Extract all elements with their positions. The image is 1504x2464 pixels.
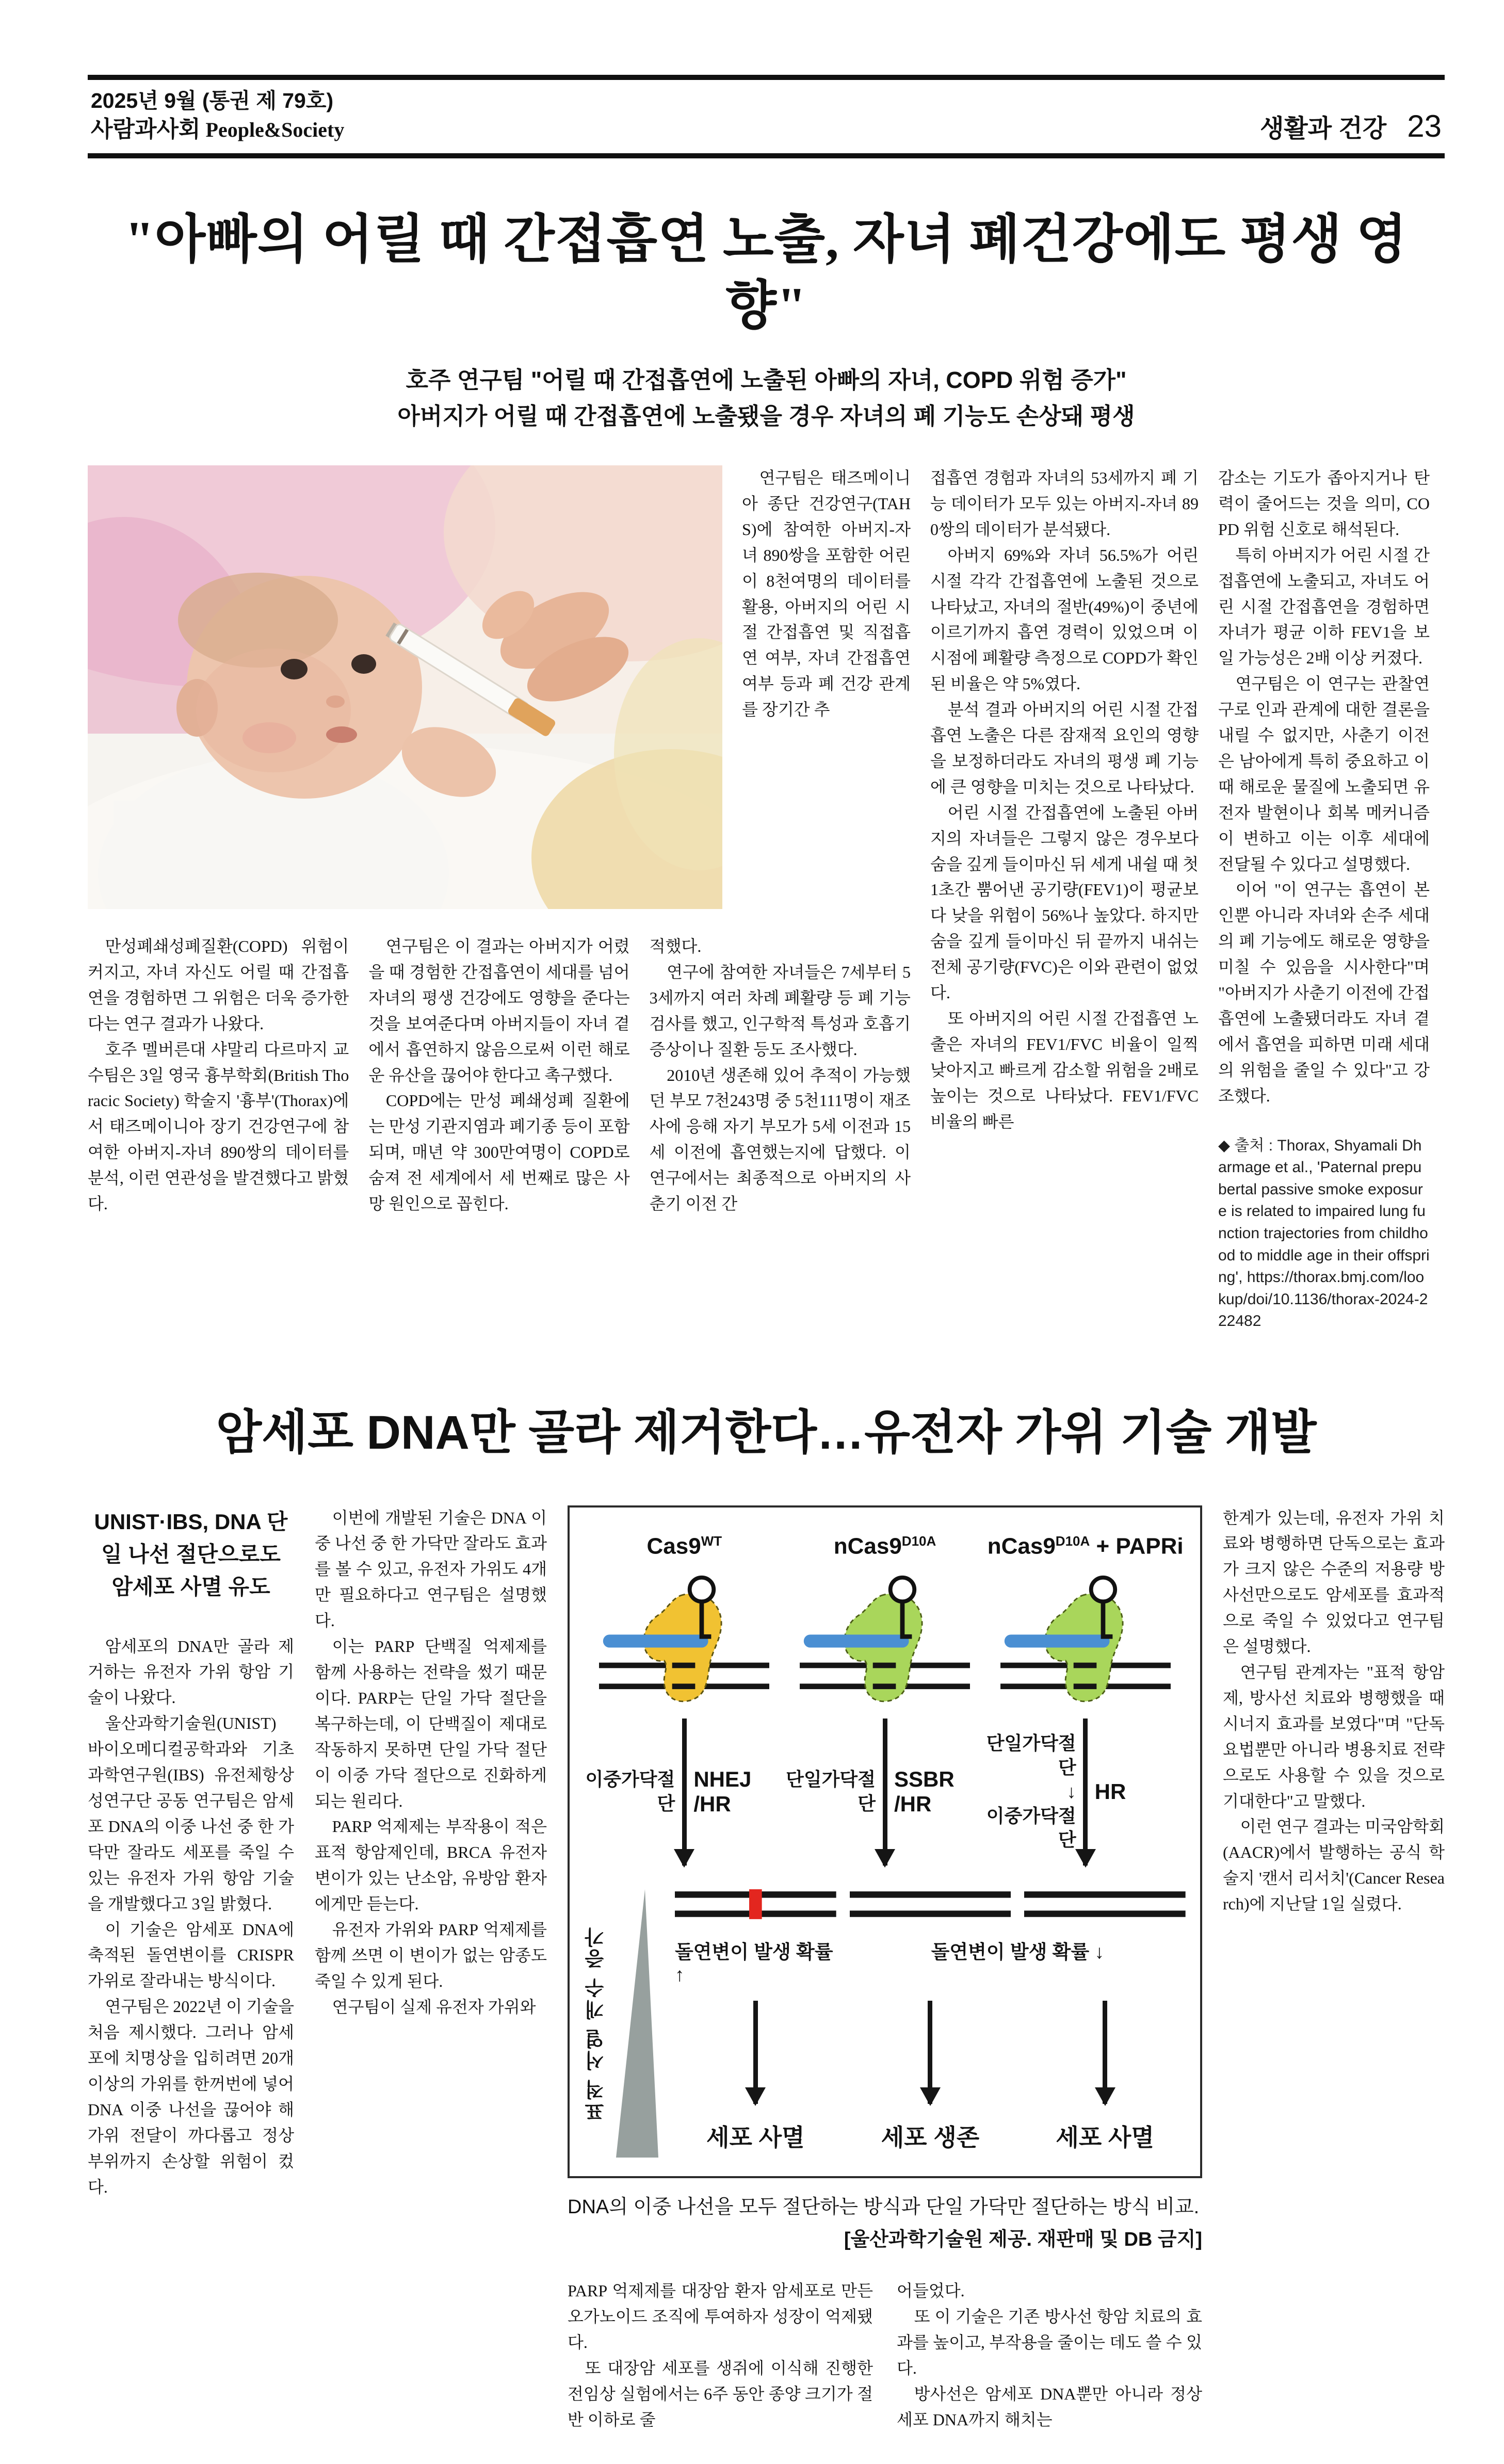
article1-headline: "아빠의 어릴 때 간접흡연 노출, 자녀 폐건강에도 평생 영향" <box>125 211 1408 335</box>
outcome-cell-death-2: 세포 사멸 <box>1056 2124 1154 2151</box>
paragraph: 어린 시절 간접흡연에 노출된 아버지의 자녀들은 그렇지 않은 경우보다 숨을 깊게 들이마신 뒤 세게 내쉴 때 첫 1초간 뿜어낸 공기량(FEV1)이 평균보다 낮을 위험이 56%나 높았다. 하지만 숨을 깊게 들이마신 뒤 끝까지 내쉬는 전체 공기량(FVC)은 이와 관련이 없었다. <box>930 803 1199 1002</box>
article1-subhead <box>88 362 1445 434</box>
panel2-cut-label: 단일가닥절단 <box>786 1769 876 1814</box>
masthead-right <box>1260 108 1442 144</box>
issue-line: 2025년 9월 (통권 제 79호) <box>91 89 334 112</box>
article1-body <box>88 465 1445 1333</box>
article1-photo <box>88 465 722 909</box>
article1-column-beside-photo <box>742 465 911 909</box>
panel2-title: $nCas9^{D10A}$ <box>833 1533 936 1559</box>
masthead-left <box>91 87 344 144</box>
paragraph: 연구팀은 이 연구는 관찰연구로 인과 관계에 대한 결론을 내릴 수 없지만, 사춘기 이전은 남아에게 특히 중요하고 이때 해로운 물질에 노출되면 유전자 발현이나 회복 메커니즘이 변하고 이는 이후 세대에 전달될 수 있다고 설명했다. <box>1218 674 1430 873</box>
paragraph: PARP 억제제는 부작용이 적은 표적 항암제인데, BRCA 유전자 변이가 있는 난소암, 유방암 환자에게만 듣는다. <box>315 1817 547 1914</box>
article1-column4 <box>930 465 1199 1333</box>
paragraph: 적했다. <box>649 936 702 955</box>
panel3-cut-label: 단일가닥절단 ↓ 이중가닥절단 <box>985 1731 1076 1852</box>
article1-column2 <box>368 934 629 1217</box>
outcome-cell-death-1: 세포 사멸 <box>706 2124 805 2151</box>
paragraph: 울산과학기술원(UNIST) 바이오메디컬공학과와 기초과학연구원(IBS) 유전체항상성연구단 공동 연구팀은 암세포 DNA의 이중 나선 중 한 가닥만 잘라도 세포를 죽일 수 있는 유전자 가위 항암 기술을 개발했다고 3일 밝혔다. <box>88 1714 294 1913</box>
paragraph: 한계가 있는데, 유전자 가위 치료와 병행하면 단독으로는 효과가 크지 않은 수준의 저용량 방사선만으로도 암세포를 효과적으로 죽일 수 있었다고 연구팀은 설명했다. <box>1223 1508 1445 1656</box>
paragraph: 어들었다. <box>897 2281 965 2300</box>
paragraph: 2010년 생존해 있어 추적이 가능했던 부모 7천243명 중 5천111명이 재조사에 응해 자기 부모가 5세 이전과 15세 이전에 흡연했는지에 답했다. 이 연구에서는 최종적으로 아버지의 사춘기 이전 간 <box>649 1065 911 1213</box>
panel3-cut-row <box>985 1712 1186 1872</box>
ncas9-d10a-papri-icon <box>1000 1573 1171 1708</box>
panel1-cut-row <box>584 1712 785 1872</box>
source-citation: ◆ 출처 : Thorax, Shyamali Dharmage et al., 'Paternal prepubertal passive smoke exposure is related to impaired lung function trajectories from childhood to middle age in their offspring', https://thorax.bmj.com/lookup/doi/10.1136/thorax-2024-222482 <box>1218 1137 1430 1330</box>
paragraph: 방사선은 암세포 DNA뿐만 아니라 정상 세포 DNA까지 해치는 <box>897 2384 1202 2429</box>
cas9-wt-icon <box>599 1573 769 1708</box>
panel3-repair-label: HR <box>1094 1779 1126 1804</box>
paragraph: 또 아버지의 어린 시절 간접흡연 노출은 자녀의 FEV1/FVC 비율이 일찍 낮아지고 빠르게 감소할 위험을 2배로 높이는 것으로 나타났다. FEV1/FVC 비율의 빠른 <box>930 1009 1199 1131</box>
paragraph: 유전자 가위와 PARP 억제제를 함께 쓰면 이 변이가 없는 암종도 죽일 수 있게 된다. <box>315 1920 547 1990</box>
section-title-en: People&Society <box>205 118 345 142</box>
paragraph: 연구팀은 태즈메이니아 종단 건강연구(TAHS)에 참여한 아버지-자녀 890쌍을 포함한 어린이 8천여명의 데이터를 활용, 아버지의 어린 시절 간접흡연 및 직접흡연 여부, 자녀 간접흡연 여부 등과 폐 건강 관계를 장기간 추 <box>742 468 911 719</box>
paragraph: 감소는 기도가 좁아지거나 탄력이 줄어드는 것을 의미, COPD 위험 신호로 해석된다. <box>1218 468 1430 539</box>
paragraph: 연구팀은 이 결과는 아버지가 어렸을 때 경험한 간접흡연이 세대를 넘어 자녀의 평생 건강에도 영향을 준다는 것을 보여준다며 아버지들이 자녀 곁에서 흡연하지 않음으로써 이런 해로운 유산을 끊어야 한다고 촉구했다. <box>368 936 630 1084</box>
paragraph: 이어 "이 연구는 흡연이 본인뿐 아니라 자녀와 손주 세대의 폐 기능에도 해로운 영향을 미칠 수 있음을 시사한다"며 "아버지가 사춘기 이전에 간접흡연에 노출됐더라도 자녀 곁에서 흡연을 피하면 미래 세대의 위험을 줄일 수 있다"고 강조했다. <box>1218 880 1430 1105</box>
paragraph: 또 이 기술은 기존 방사선 항암 치료의 효과를 높이고, 부작용을 줄이는 데도 쓸 수 있다. <box>897 2307 1202 2377</box>
gradient-triangle-icon <box>614 1889 659 2158</box>
article2-subhead <box>88 1505 294 1603</box>
article2-subhead-line2: 암세포 사멸 유도 <box>111 1574 270 1599</box>
paragraph: 접흡연 경험과 자녀의 53세까지 폐 기능 데이터가 모두 있는 아버지-자녀 890쌍의 데이터가 분석됐다. <box>930 468 1199 539</box>
paragraph: 호주 멜버른대 샤말리 다르마지 교수팀은 3일 영국 흉부학회(British Thoracic Society) 학술지 '흉부'(Thorax)에서 태즈메이니아 장기 건강연구에 참여한 아버지-자녀 890쌍의 데이터를 분석, 이런 연관성을 발견했다고 밝혔다. <box>88 1040 349 1213</box>
cas9-panels-row <box>584 1533 1186 1872</box>
article2-column4 <box>897 2278 1202 2433</box>
paragraph: 만성폐쇄성폐질환(COPD) 위험이 커지고, 자녀 자신도 어릴 때 간접흡연을 경험하면 그 위험은 더욱 증가한다는 연구 결과가 나왔다. <box>88 936 349 1033</box>
crispr-comparison-diagram <box>568 1505 1202 2179</box>
paragraph: 특히 아버지가 어린 시절 간접흡연에 노출되고, 자녀도 어린 시절 간접흡연을 경험하면 자녀가 평균 이하 FEV1을 보일 가능성은 2배 이상 커졌다. <box>1218 545 1430 668</box>
paragraph: 암세포의 DNA만 골라 제거하는 유전자 가위 항암 기술이 나왔다. <box>88 1636 294 1707</box>
paragraph: COPD에는 만성 폐쇄성폐 질환에는 만성 기관지염과 폐기종 등이 포함되며, 매년 약 300만여명이 COPD로 숨져 전 세계에서 세 번째로 많은 사망 원인으로 꼽힌다. <box>368 1091 630 1213</box>
page-number: 23 <box>1407 109 1442 144</box>
paragraph: 연구팀은 2022년 이 기술을 처음 제시했다. 그러나 암세포에 치명상을 입히려면 20개 이상의 가위를 한꺼번에 넣어 DNA 이중 나선을 끊어야 해 가위 전달이 까다롭고 정상 부위까지 손상할 위험이 컸다. <box>88 1997 294 2196</box>
article2-column1 <box>88 1505 294 2433</box>
mutation-probability-up-label: 돌연변이 발생 확률 ↑ <box>675 1941 833 1986</box>
article2-middle-zone <box>568 1505 1202 2433</box>
panel1-title: $Cas9^{WT}$ <box>646 1533 722 1559</box>
paragraph: 이런 연구 결과는 미국암학회(AACR)에서 발행하는 공식 학술지 '캔서 리서치'(Cancer Research)에 지난달 1일 실렸다. <box>1223 1817 1445 1914</box>
article2-body <box>88 1505 1445 2433</box>
paragraph: 이 기술은 암세포 DNA에 축적된 돌연변이를 CRISPR 가위로 잘라내는 방식이다. <box>88 1920 294 1990</box>
caption-credit: [울산과학기술원 제공. 재판매 및 DB 금지] <box>844 2229 1202 2251</box>
article1-column5 <box>1218 465 1430 1333</box>
paragraph: 연구팀이 실제 유전자 가위와 <box>332 1997 536 2016</box>
paragraph: 분석 결과 아버지의 어린 시절 간접흡연 노출은 다른 잠재적 요인의 영향을 보정하더라도 자녀의 평생 폐 기능에 큰 영향을 미치는 것으로 나타났다. <box>930 700 1199 796</box>
panel2-cut-row <box>785 1712 985 1872</box>
dna-strands-icon <box>1024 1889 1186 1921</box>
axis-label: 표적 서열 개수 증가 <box>586 1925 608 2122</box>
down-arrow <box>1083 1719 1088 1866</box>
mutation-probability-down-label: 돌연변이 발생 확률 ↓ <box>931 1941 1104 1963</box>
article1-column3 <box>650 934 911 1217</box>
down-arrow <box>883 1719 887 1866</box>
article2-column2 <box>315 1505 547 2433</box>
article1-photo-row <box>88 465 911 909</box>
panel-ncas9-d10a <box>785 1533 985 1872</box>
section-title <box>91 115 344 144</box>
diagram-caption <box>568 2193 1202 2255</box>
small-down-arrow: ↓ <box>1066 1780 1076 1802</box>
caption-line1: DNA의 이중 나선을 모두 절단하는 방식과 단일 가닥만 절단하는 방식 비교. <box>568 2196 1200 2218</box>
article1-subhead-line2: 아버지가 어릴 때 간접흡연에 노출됐을 경우 자녀의 폐 기능도 손상돼 평생 <box>397 403 1135 430</box>
article1-lower-columns <box>88 934 911 1217</box>
article1-subhead-line1: 호주 연구팀 "어릴 때 간접흡연에 노출된 아빠의 자녀, COPD 위험 증가" <box>406 367 1127 394</box>
article1-column1 <box>88 934 349 1217</box>
article2-under-diagram-columns <box>568 2278 1202 2433</box>
outcome-cell-survival: 세포 생존 <box>881 2124 980 2151</box>
paragraph: 또 대장암 세포를 생쥐에 이식해 진행한 전임상 실험에서는 6주 동안 종양 크기가 절반 이하로 줄 <box>568 2358 873 2429</box>
article2-headline: 암세포 DNA만 골라 제거한다…유전자 가위 기술 개발 <box>216 1406 1317 1459</box>
right-section-title: 생활과 건강 <box>1260 115 1387 143</box>
dna-strands-icon <box>850 1889 1011 1921</box>
down-arrow <box>682 1719 687 1866</box>
section-title-kr: 사람과사회 <box>91 117 201 142</box>
panel1-cut-label: 이중가닥절단 <box>585 1769 675 1814</box>
down-arrow <box>753 2001 758 2104</box>
article2-subhead-line1: UNIST·IBS, DNA 단일 나선 절단으로도 <box>94 1509 288 1566</box>
paragraph: 이는 PARP 단백질 억제제를 함께 사용하는 전략을 썼기 때문이다. PARP는 단일 가닥 절단을 복구하는데, 이 단백질이 제대로 작동하지 못하면 단일 가닥 절단이 이중 가닥 절단으로 진화하게 되는 원리다. <box>315 1637 547 1810</box>
masthead <box>88 75 1445 158</box>
down-arrow <box>1103 2001 1107 2104</box>
baby-cigarette-photo-illustration <box>88 465 722 909</box>
panel2-repair-label: SSBR /HR <box>894 1766 955 1817</box>
target-count-axis <box>584 1889 661 2158</box>
panel-ncas9-d10a-papri <box>985 1533 1186 1872</box>
article1-left-zone <box>88 465 911 1333</box>
paragraph: PARP 억제제를 대장암 환자 암세포로 만든 오가노이드 조직에 투여하자 성장이 억제됐다. <box>568 2281 873 2352</box>
paragraph: 이번에 개발된 기술은 DNA 이중 나선 중 한 가닥만 잘라도 효과를 볼 수 있고, 유전자 가위도 4개만 필요하다고 연구팀은 설명했다. <box>315 1508 547 1630</box>
article2-column5 <box>1223 1505 1445 2433</box>
down-arrow <box>928 2001 932 2104</box>
article2-column3 <box>568 2278 873 2433</box>
diagram-lower-row <box>584 1889 1186 2158</box>
panel1-repair-label: NHEJ /HR <box>693 1766 752 1817</box>
paragraph: 연구팀 관계자는 "표적 항암제, 방사선 치료와 병행했을 때 시너지 효과를 보였다"며 "단독 요법뿐만 아니라 병용치료 전략으로도 사용할 수 있을 것으로 기대한다"고 말했다. <box>1223 1663 1445 1810</box>
dna-strands-mutated-icon <box>675 1889 836 1921</box>
panel3-title: $nCas9^{D10A}$ + PAPRi <box>987 1533 1184 1559</box>
ncas9-d10a-icon <box>800 1573 970 1708</box>
panel-cas9-wt <box>584 1533 785 1872</box>
paragraph: 연구에 참여한 자녀들은 7세부터 53세까지 여러 차례 폐활량 등 폐 기능 검사를 했고, 인구학적 특성과 호흡기 증상이나 질환 등도 조사했다. <box>649 962 911 1059</box>
paragraph: 아버지 69%와 자녀 56.5%가 어린 시절 각각 간접흡연에 노출된 것으로 나타났고, 자녀의 절반(49%)이 중년에 이르기까지 흡연 경력이 있었으며 이 시점에 폐활량 측정으로 COPD가 확인된 비율은 약 5%였다. <box>930 545 1199 693</box>
